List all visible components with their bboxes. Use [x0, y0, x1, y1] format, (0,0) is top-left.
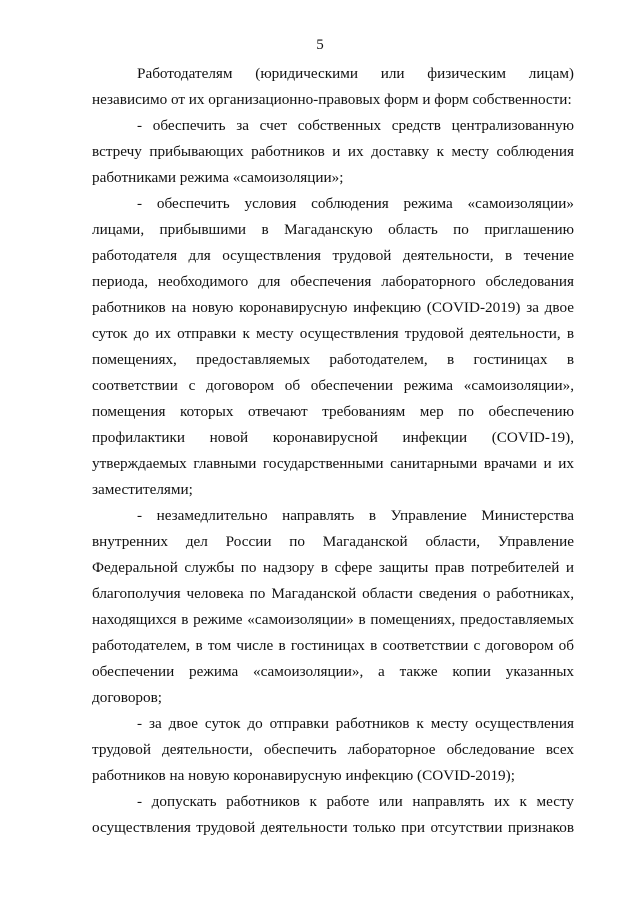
paragraph-meeting-delivery: - обеспечить за счет собственных средств централизованную встречу прибывающих работников и их доставку к месту соблюдения работниками режима «самоизоляции»; — [92, 117, 574, 186]
paragraph-lab-testing: - за двое суток до отправки работников к месту осуществления трудовой деятельности, обеспечить лабораторное обследование всех работников на новую коронавирусную инфекцию (COVID-2019); — [92, 715, 574, 784]
paragraph-self-isolation-conditions: - обеспечить условия соблюдения режима «самоизоляции» лицами, прибывшими в Магаданскую область по приглашению работодателя для осуществления трудовой деятельности, в течение периода, необходимого для обеспечения лабораторного обследования работников на новую коронавирусную инфекцию (COVID-2019) за двое суток до их отправки к месту осуществления трудовой деятельности, в помещениях, предоставляемых работодателем, в гостиницах в соответствии с договором об обеспечении режима «самоизоляции», помещения которых отвечают требованиям мер по обеспечению профилактики новой коронавирусной инфекции (COVID-19), утверждаемых главными государственными санитарными врачами и их заместителями; — [92, 195, 574, 498]
paragraph-employers-intro: Работодателям (юридическими или физическим лицам) независимо от их организационно-правовых форм и форм собственности: — [92, 65, 574, 108]
document-body — [92, 61, 574, 841]
paragraph-admission-to-work: - допускать работников к работе или направлять их к месту осуществления трудовой деятельности только при отсутствии признаков — [92, 793, 574, 836]
page-number: 5 — [316, 37, 324, 53]
paragraph-notify-authorities: - незамедлительно направлять в Управление Министерства внутренних дел России по Магаданской области, Управление Федеральной службы по надзору в сфере защиты прав потребителей и благополучия человека по Магаданской области сведения о работниках, находящихся в режиме «самоизоляции» в помещениях, предоставляемых работодателем, в том числе в гостиницах в соответствии с договором об обеспечении режима «самоизоляции», а также копии указанных договоров; — [92, 507, 574, 706]
